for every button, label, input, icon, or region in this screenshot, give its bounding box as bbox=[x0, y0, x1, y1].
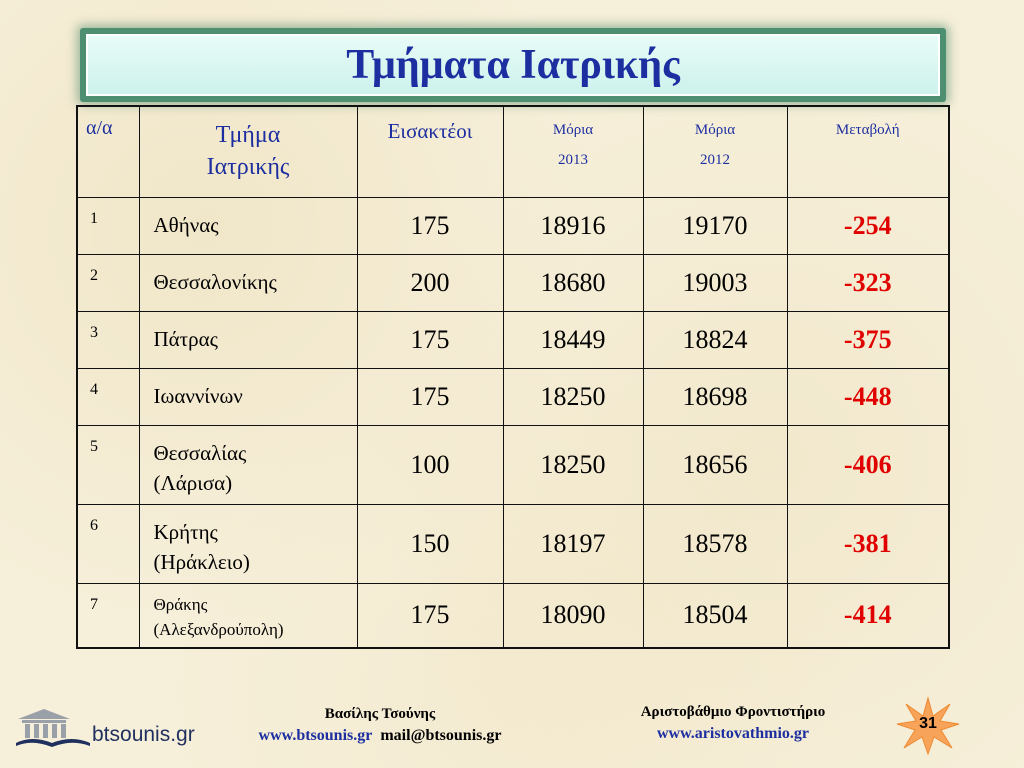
department-name bbox=[139, 425, 357, 504]
points-2012-cell: 18698 bbox=[643, 368, 787, 425]
row-number: 6 bbox=[77, 504, 139, 583]
header-points-2013 bbox=[503, 106, 643, 197]
admitted-cell: 175 bbox=[357, 311, 503, 368]
brand-name: btsounis.gr bbox=[92, 723, 195, 746]
points-2013-cell: 18197 bbox=[503, 504, 643, 583]
author-site-link[interactable]: www.btsounis.gr bbox=[258, 727, 373, 744]
points-2013-cell: 18680 bbox=[503, 254, 643, 311]
header-points-2012-label: Μόρια bbox=[694, 122, 736, 138]
department-name: Αθήνας bbox=[139, 197, 357, 254]
row-number: 5 bbox=[77, 425, 139, 504]
header-department-line2: Ιατρικής bbox=[206, 154, 290, 181]
change-cell: -414 bbox=[787, 583, 949, 648]
header-points-2013-year: 2013 bbox=[558, 152, 588, 168]
admitted-cell: 100 bbox=[357, 425, 503, 504]
change-cell: -381 bbox=[787, 504, 949, 583]
header-admitted: Εισακτέοι bbox=[357, 106, 503, 197]
header-department bbox=[139, 106, 357, 197]
org-name: Αριστοβάθμιο Φροντιστήριο bbox=[640, 704, 826, 720]
admitted-cell: 175 bbox=[357, 197, 503, 254]
author-footer bbox=[200, 706, 560, 745]
change-cell: -323 bbox=[787, 254, 949, 311]
department-name: Πάτρας bbox=[139, 311, 357, 368]
header-points-2013-label: Μόρια bbox=[552, 122, 594, 138]
title-banner bbox=[80, 28, 946, 102]
points-2012-cell: 18578 bbox=[643, 504, 787, 583]
department-name-line2: (Λάρισα) bbox=[153, 470, 233, 495]
points-2012-cell: 18504 bbox=[643, 583, 787, 648]
header-index: α/α bbox=[77, 106, 139, 197]
change-cell: -254 bbox=[787, 197, 949, 254]
points-2013-cell: 18250 bbox=[503, 425, 643, 504]
row-number: 2 bbox=[77, 254, 139, 311]
header-points-2012-year: 2012 bbox=[700, 152, 730, 168]
row-number: 1 bbox=[77, 197, 139, 254]
page-number: 31 bbox=[919, 715, 937, 732]
points-2013-cell: 18916 bbox=[503, 197, 643, 254]
admitted-cell: 175 bbox=[357, 583, 503, 648]
department-name bbox=[139, 583, 357, 648]
department-name-line1: Θεσσαλίας bbox=[153, 440, 247, 465]
author-mail-link[interactable]: mail@btsounis.gr bbox=[380, 727, 502, 744]
admitted-cell: 200 bbox=[357, 254, 503, 311]
admitted-cell: 150 bbox=[357, 504, 503, 583]
author-name: Βασίλης Τσούνης bbox=[324, 706, 436, 722]
change-cell: -375 bbox=[787, 311, 949, 368]
table-row bbox=[77, 311, 949, 368]
table-row bbox=[77, 583, 949, 648]
org-footer bbox=[598, 704, 868, 743]
table-row bbox=[77, 368, 949, 425]
points-2012-cell: 19003 bbox=[643, 254, 787, 311]
points-2013-cell: 18449 bbox=[503, 311, 643, 368]
header-points-2012 bbox=[643, 106, 787, 197]
department-name-line1: Κρήτης bbox=[153, 519, 218, 544]
table-row bbox=[77, 504, 949, 583]
points-2012-cell: 19170 bbox=[643, 197, 787, 254]
row-number: 3 bbox=[77, 311, 139, 368]
admitted-cell: 175 bbox=[357, 368, 503, 425]
change-cell: -448 bbox=[787, 368, 949, 425]
department-name bbox=[139, 504, 357, 583]
department-name: Θεσσαλονίκης bbox=[139, 254, 357, 311]
header-change: Μεταβολή bbox=[787, 106, 949, 197]
medical-schools-table bbox=[76, 105, 950, 649]
department-name: Ιωαννίνων bbox=[139, 368, 357, 425]
header-department-line1: Τμήμα bbox=[215, 122, 281, 148]
row-number: 4 bbox=[77, 368, 139, 425]
table-row bbox=[77, 254, 949, 311]
points-2013-cell: 18090 bbox=[503, 583, 643, 648]
department-name-line1: Θράκης bbox=[153, 594, 208, 614]
points-2012-cell: 18656 bbox=[643, 425, 787, 504]
page-title: Τμήματα Ιατρικής bbox=[86, 34, 940, 96]
table-header-row bbox=[77, 106, 949, 197]
table-row bbox=[77, 197, 949, 254]
department-name-line2: (Αλεξανδρούπολη) bbox=[153, 620, 284, 639]
table-row bbox=[77, 425, 949, 504]
author-links bbox=[200, 727, 560, 745]
points-2012-cell: 18824 bbox=[643, 311, 787, 368]
points-2013-cell: 18250 bbox=[503, 368, 643, 425]
department-name-line2: (Ηράκλειο) bbox=[153, 549, 250, 574]
change-cell: -406 bbox=[787, 425, 949, 504]
org-site-link[interactable]: www.aristovathmio.gr bbox=[657, 725, 809, 742]
row-number: 7 bbox=[77, 583, 139, 648]
